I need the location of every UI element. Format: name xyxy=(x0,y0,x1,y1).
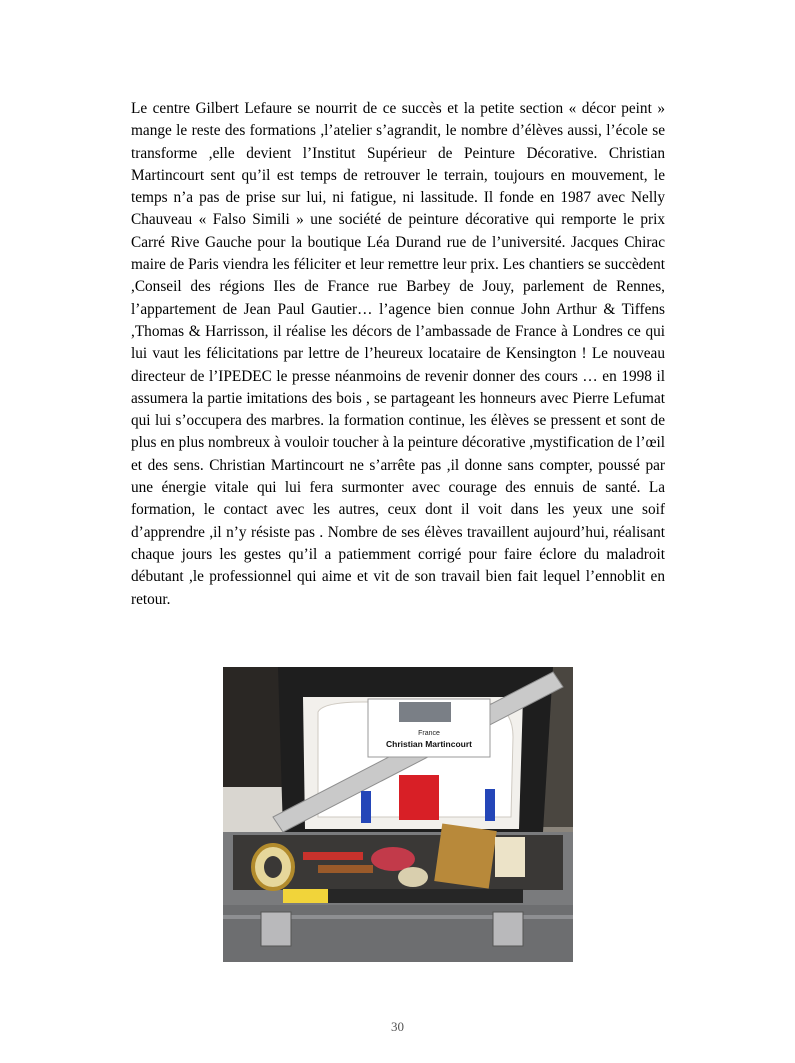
toolbox-photo xyxy=(223,667,573,962)
body-paragraph: Le centre Gilbert Lefaure se nourrit de ce succès et la petite section « décor peint » mange le reste des formations ,l’atelier s’agrandit, le nombre d’élèves aussi, l’école se transforme ,elle devient l’Institut Supérieur de Peinture Décorative. Christian Martincourt sent qu’il est temps de retrouver le terrain, toujours en mouvement, le temps n’a pas de prise sur lui, ni fatigue, ni lassitude. Il fonde en 1987 avec Nelly Chauveau « Falso Simili » une société de peinture décorative qui remporte le prix Carré Rive Gauche pour la boutique Léa Durand rue de l’université. Jacques Chirac maire de Paris viendra les féliciter et leur remettre leur prix. Les chantiers se succèdent ,Conseil des régions Iles de France rue Barbey de Jouy, parlement de Rennes, l’appartement de Jean Paul Gautier… l’agence bien connue John Arthur & Tiffens ,Thomas & Harrisson, il réalise les décors de l’ambassade de France à Londres ce qui lui vaut les félicitations par lettre de l’heureux locataire de Kensington ! Le nouveau directeur de l’IPEDEC le presse néanmoins de revenir donner des cours … en 1998 il assumera la partie imitations des bois , se partageant les honneurs avec Pierre Lefumat qui lui s’occupera des marbres. la formation continue, les élèves se pressent et sont de plus en plus nombreux à vouloir toucher à la peinture décorative ,mystification de l’œil et des sens. Christian Martincourt ne s’arrête pas ,il donne sans compter, poussé par une énergie vitale qui lui fera surmonter avec courage des ennuis de santé. La formation, le contact avec les autres, ceux dont il voit dans les yeux une soif d’apprendre ,il n’y résiste pas . Nombre de ses élèves travaillent aujourd’hui, réalisant chaque jours les gestes qu’il a patiemment corrigé pour faire éclore du maladroit débutant ,le professionnel qui aime et vit de son travail bien fait lequel l’ennoblit en retour. xyxy=(131,100,665,608)
body-text xyxy=(131,98,665,611)
badge-country: France xyxy=(418,730,440,737)
page-number: 30 xyxy=(391,1019,404,1034)
badge-name: Christian Martincourt xyxy=(386,739,472,749)
